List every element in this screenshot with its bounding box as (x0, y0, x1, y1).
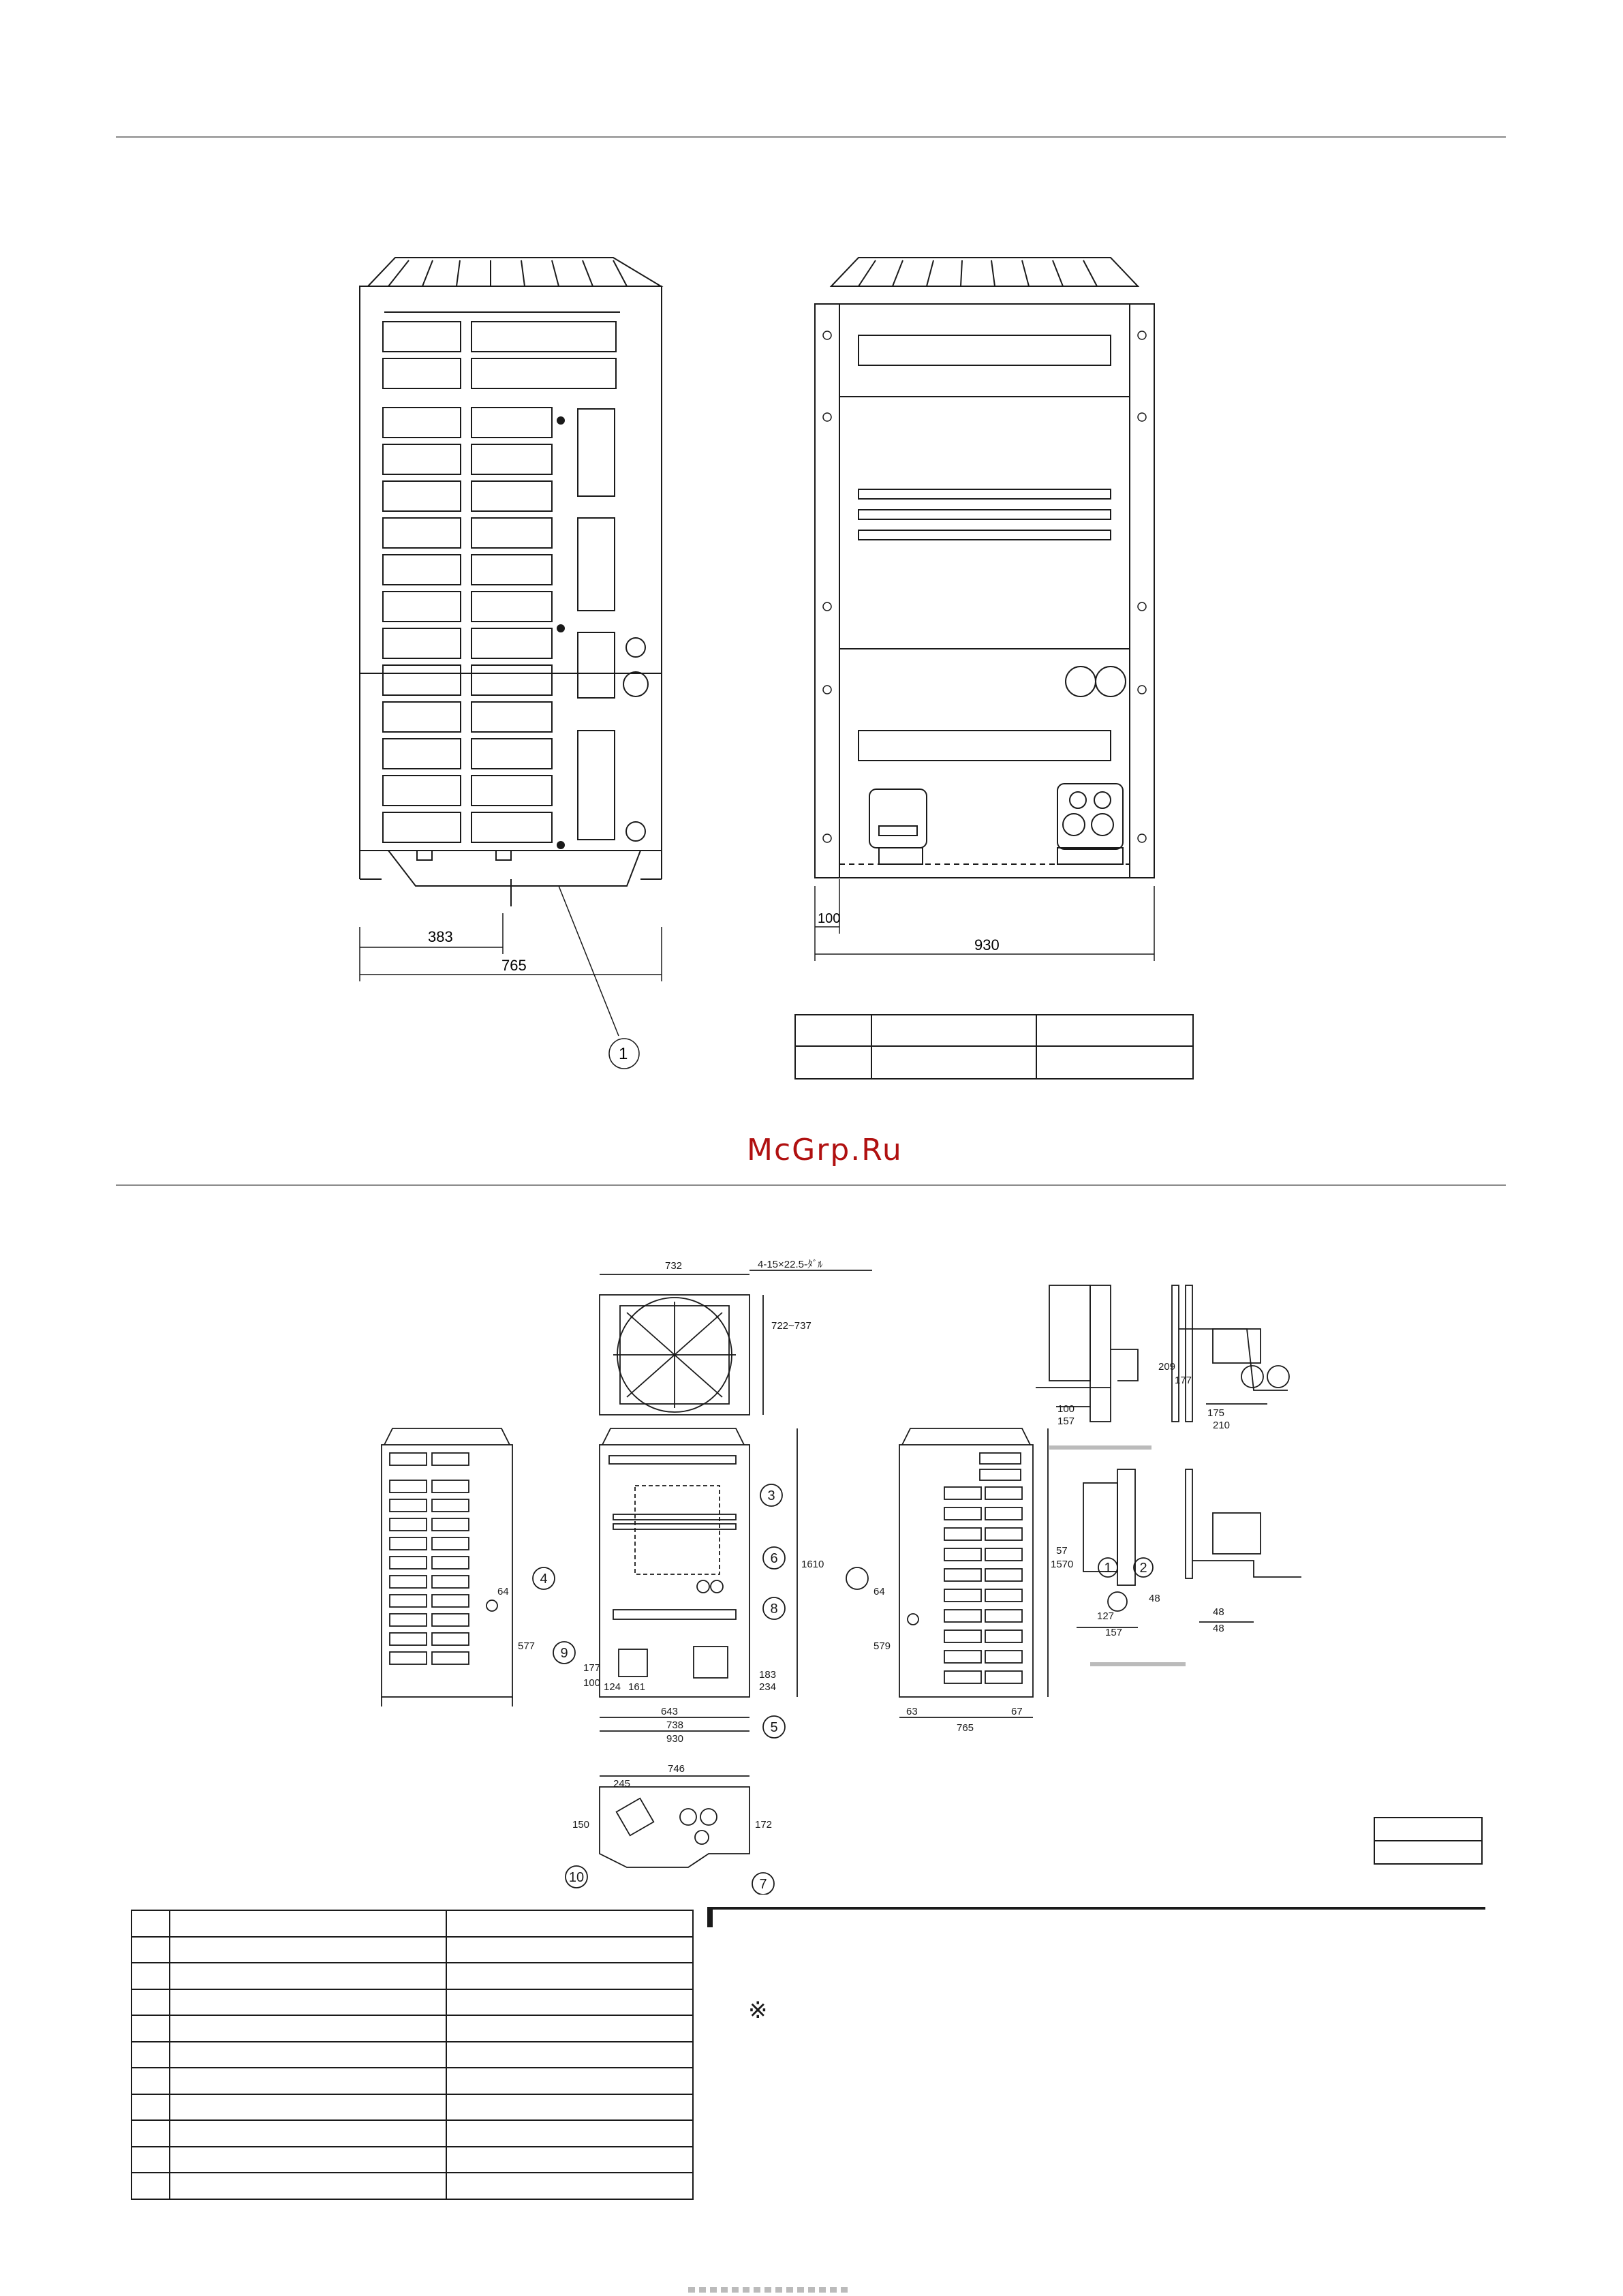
figure-2-small-box (1374, 1817, 1483, 1865)
side-dim-64: 64 (497, 1586, 509, 1597)
fig2-callout-9: 9 (560, 1646, 568, 1661)
front-dim-161: 161 (628, 1681, 646, 1693)
fig2-callout-2: 2 (1139, 1561, 1147, 1576)
bottom-dim-172: 172 (755, 1819, 773, 1831)
detail-dim-210: 210 (1213, 1420, 1231, 1431)
fig2-callout-1: 1 (1104, 1561, 1112, 1576)
callout-1: 1 (619, 1045, 628, 1063)
notes-header-marker (707, 1907, 713, 1927)
side-louvers (390, 1453, 469, 1664)
detail-dim-127: 127 (1097, 1610, 1115, 1622)
fig2-callout-3: 3 (767, 1488, 775, 1503)
front-dim-124: 124 (604, 1681, 621, 1693)
detail-dim-48c: 48 (1213, 1623, 1224, 1634)
fig2-callout-7: 7 (759, 1877, 767, 1892)
rear-dim-579: 579 (874, 1640, 891, 1652)
fig2-callout-5: 5 (770, 1720, 778, 1735)
right-dim-100: 100 (818, 911, 841, 926)
fig2-callout-10: 10 (568, 1870, 585, 1885)
front-dim-738: 738 (666, 1719, 684, 1731)
fig2-callout-8: 8 (770, 1602, 778, 1617)
figure-2-drawing (368, 1254, 1342, 1895)
detail-dim-157b: 157 (1105, 1627, 1123, 1638)
rear-view-body (899, 1445, 1033, 1697)
footer-mark (688, 2287, 852, 2293)
detail-dim-48b: 48 (1213, 1606, 1224, 1618)
detail-dim-175: 175 (1207, 1407, 1225, 1419)
front-dim-177: 177 (583, 1662, 601, 1674)
rear-dim-height: 1570 (1051, 1559, 1074, 1570)
detail-dim-209: 209 (1158, 1361, 1176, 1373)
bottom-dim-746: 746 (668, 1763, 685, 1775)
front-dim-183: 183 (759, 1669, 777, 1681)
front-dim-234: 234 (759, 1681, 777, 1693)
right-dim-930: 930 (974, 936, 1000, 953)
detail-dim-177: 177 (1175, 1375, 1192, 1386)
figure-1-spec-table (794, 1014, 1194, 1080)
bottom-dim-245: 245 (613, 1778, 631, 1790)
front-dim-930: 930 (666, 1733, 684, 1745)
rear-dim-67: 67 (1011, 1706, 1023, 1717)
top-dim-depth: 722~737 (771, 1320, 812, 1332)
left-dim-765: 765 (501, 957, 527, 974)
bottom-view-outline (600, 1787, 749, 1867)
front-dim-643: 643 (661, 1706, 679, 1717)
notes-header-rule (707, 1907, 1485, 1910)
right-fan-guard (831, 258, 1138, 286)
top-dim-width: 732 (665, 1260, 683, 1272)
fig2-callout-6: 6 (770, 1551, 778, 1566)
rear-dim-64: 64 (874, 1586, 885, 1597)
left-louvers (383, 408, 552, 658)
detail-dim-57: 57 (1056, 1545, 1068, 1557)
top-rule (116, 136, 1506, 138)
asterisk-icon: ※ (748, 1997, 768, 2024)
detail-dim-157a: 157 (1057, 1415, 1075, 1427)
front-view-body (600, 1445, 749, 1697)
detail-dim-100: 100 (1057, 1403, 1075, 1415)
bottom-dim-150: 150 (572, 1819, 590, 1831)
front-dim-height: 1610 (801, 1559, 824, 1570)
left-fan-guard (368, 258, 661, 286)
figure-1-drawing (341, 245, 1226, 1090)
rear-dim-765: 765 (957, 1722, 974, 1734)
middle-rule (116, 1184, 1506, 1186)
watermark-text: McGrp.Ru (747, 1133, 903, 1167)
left-dim-383: 383 (428, 928, 453, 945)
detail-dim-48a: 48 (1149, 1593, 1160, 1604)
parts-list-table (131, 1910, 694, 2200)
fig2-callout-4: 4 (540, 1572, 548, 1587)
front-dim-100: 100 (583, 1677, 601, 1689)
rear-dim-63: 63 (906, 1706, 918, 1717)
top-note: 4-15×22.5-ﾀﾞﾙ (758, 1259, 823, 1270)
side-dim-577: 577 (518, 1640, 536, 1652)
